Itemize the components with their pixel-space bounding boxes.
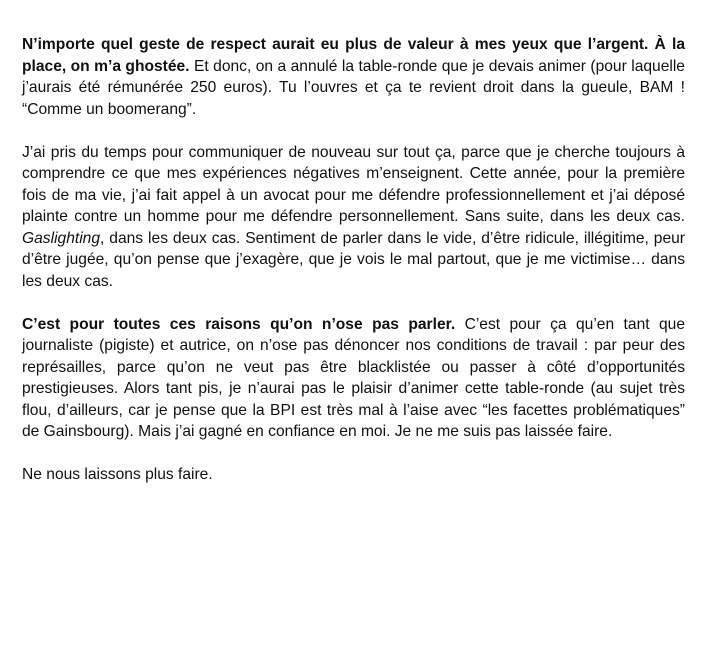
paragraph-text: C’est pour ça qu’en tant que journaliste (pigiste) et autrice, on n’ose pas dénoncer nos conditions de travail : par peur des représailles, parce qu’on ne veut pas être blacklistée ou passer à côté d’opportunités prestigieuses. Alors tant pis, je n’aurai pas le plaisir d’animer cette table-ronde (au sujet très flou, d’ailleurs, car je pense que la BPI est très mal à l’aise avec “les facettes problématiques” de Gainsbourg). Mais j’ai gagné en confiance en moi. Je ne me suis pas laissée faire.: [22, 315, 685, 440]
paragraph-why-silence: [22, 314, 685, 443]
paragraph-italic-term: Gaslighting: [22, 229, 101, 247]
article-body: [22, 34, 685, 507]
paragraph-text: , dans les deux cas. Sentiment de parler dans le vide, d’être ridicule, illégitime, peur d’être jugée, qu’on pense que j’exagère, que je vois le mal partout, que je me victimise… dans les deux cas.: [22, 229, 685, 290]
paragraph-bold-lead: C’est pour toutes ces raisons qu’on n’ose pas parler.: [22, 315, 456, 333]
paragraph-text: Et donc, on a annulé la table-ronde que je devais animer (pour laquelle j’aurais été rémunérée 250 euros). Tu l’ouvres et ça te revient droit dans la gueule, BAM ! “Comme un boomerang”.: [22, 57, 685, 118]
paragraph-text: Ne nous laissons plus faire.: [22, 466, 213, 483]
paragraph-text: J’ai pris du temps pour communiquer de nouveau sur tout ça, parce que je cherche toujours à comprendre ce que mes expériences négatives m’enseignent. Cette année, pour la première fois de ma vie, j’ai fait appel à un avocat pour me défendre professionnellement et j’ai déposé plainte contre un homme pour me défendre personnellement. Sans suite, dans les deux cas.: [22, 143, 685, 225]
paragraph-ghosted: [22, 34, 685, 120]
paragraph-closing: [22, 464, 685, 486]
paragraph-bold-lead: N’importe quel geste de respect aurait eu plus de valeur à mes yeux que l’argent. À la place, on m’a ghostée.: [22, 36, 685, 75]
paragraph-gaslighting: [22, 142, 685, 293]
